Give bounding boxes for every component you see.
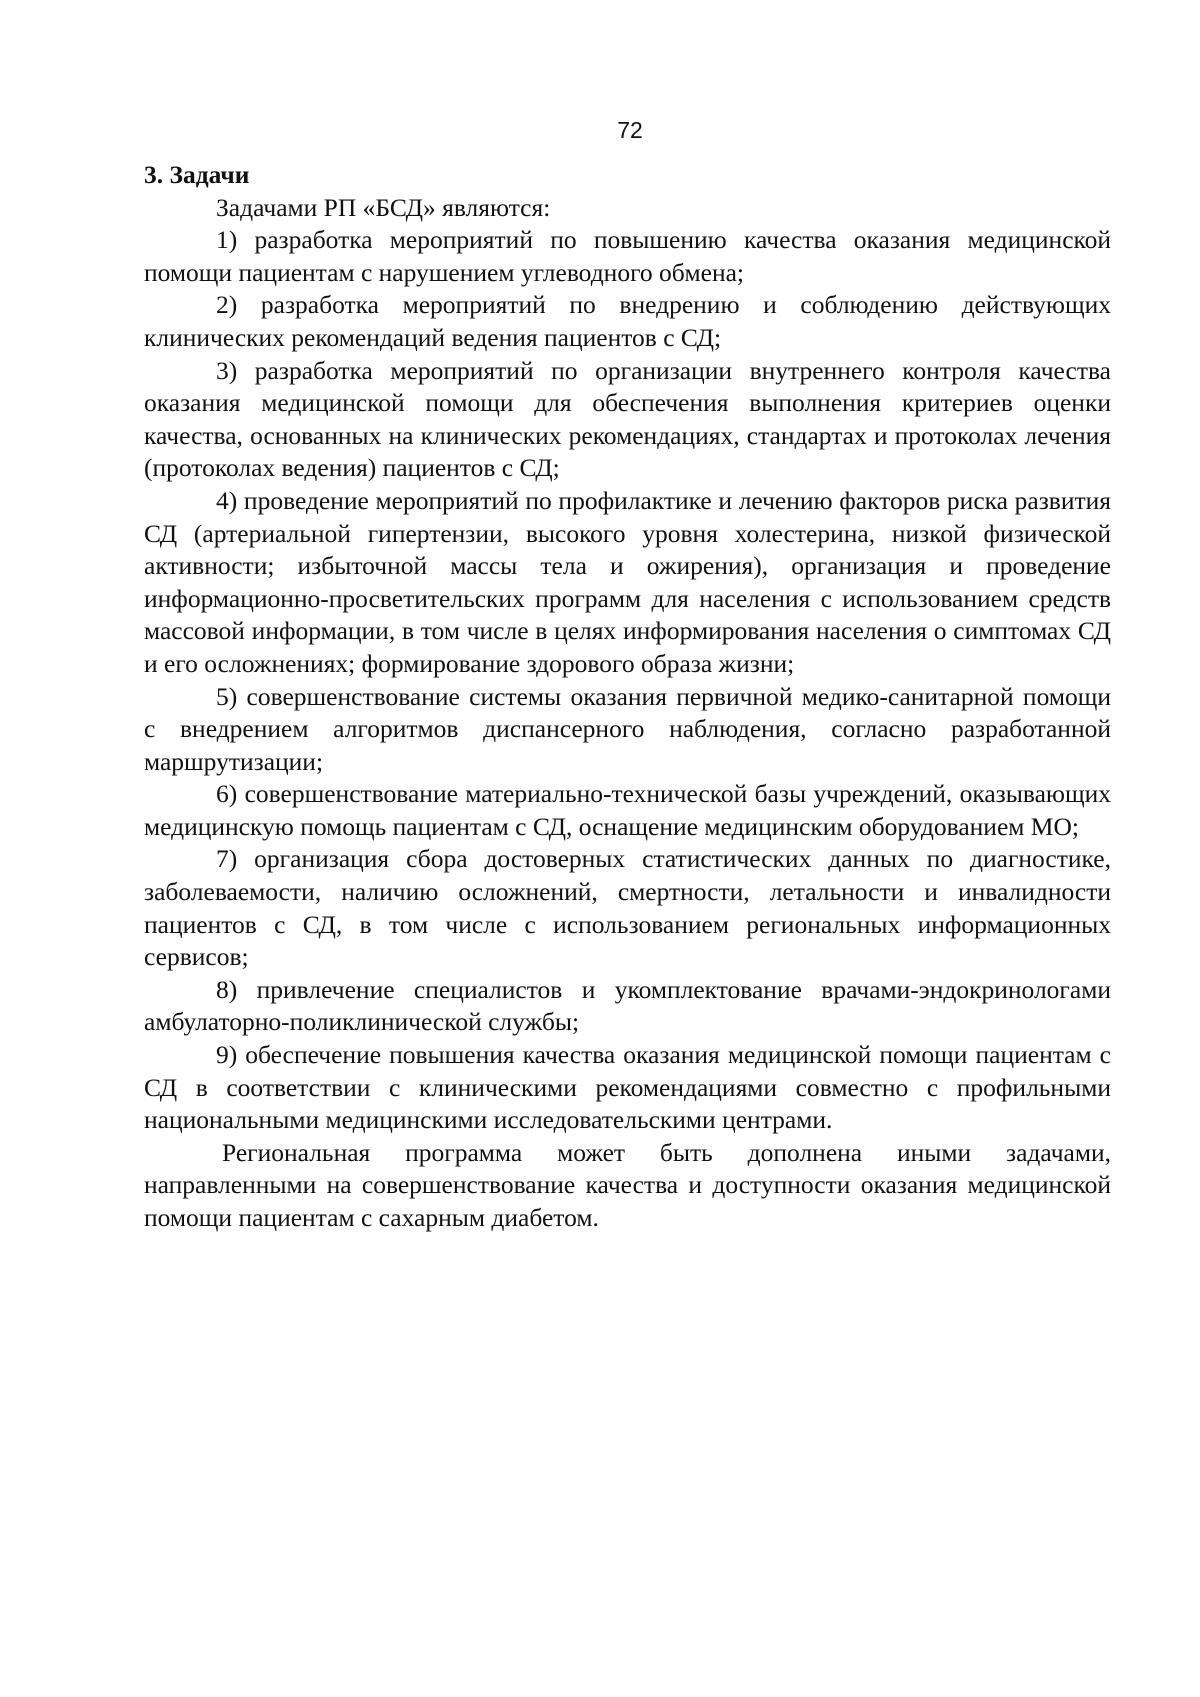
task-item-1: 1) разработка мероприятий по повышению качества оказания медицинской помощи пациентам с нарушением углеводного обмена;	[144, 225, 1111, 287]
task-item-2: 2) разработка мероприятий по внедрению и соблюдению действующих клинических рекомендаций ведения пациентов с СД;	[144, 290, 1111, 352]
closing-paragraph: Региональная программа может быть дополнена иными задачами, направленными на совершенствование качества и доступности оказания медицинской помощи пациентам с сахарным диабетом.	[144, 1137, 1111, 1232]
task-item-4: 4) проведение мероприятий по профилактике и лечению факторов риска развития СД (артериальной гипертензии, высокого уровня холестерина, низкой физической активности; избыточной массы тела и ожирения), организация и проведение информационно-просветительских программ для населения с использованием средств массовой информации, в том числе в целях информирования населения о симптомах СД и его осложнениях; формирование здорового образа жизни;	[144, 485, 1111, 678]
task-item-5: 5) совершенствование системы оказания первичной медико-санитарной помощи с внедрением алгоритмов диспансерного наблюдения, согласно разработанной маршрутизации;	[144, 681, 1111, 776]
task-item-6: 6) совершенствование материально-технической базы учреждений, оказывающих медицинскую помощь пациентам с СД, оснащение медицинским оборудованием МО;	[144, 779, 1111, 841]
task-item-7: 7) организация сбора достоверных статистических данных по диагностике, заболеваемости, наличию осложнений, смертности, летальности и инвалидности пациентов с СД, в том числе с использованием региональных информационных сервисов;	[144, 844, 1111, 972]
page-number: 72	[617, 117, 643, 143]
task-item-3: 3) разработка мероприятий по организации внутреннего контроля качества оказания медицинской помощи для обеспечения выполнения критериев оценки качества, основанных на клинических рекомендациях, стандартах и протоколах лечения (протоколах ведения) пациентов с СД;	[144, 355, 1111, 483]
task-item-8: 8) привлечение специалистов и укомплектование врачами-эндокринологами амбулаторно-поликлинической службы;	[144, 974, 1111, 1037]
section-intro: Задачами РП «БСД» являются:	[216, 192, 551, 222]
section-heading: 3. Задачи	[144, 160, 250, 189]
section-content	[144, 159, 1111, 1235]
task-item-9: 9) обеспечение повышения качества оказания медицинской помощи пациентам с СД в соответствии с клиническими рекомендациями совместно с профильными национальными медицинскими исследовательскими центрами.	[144, 1040, 1111, 1135]
